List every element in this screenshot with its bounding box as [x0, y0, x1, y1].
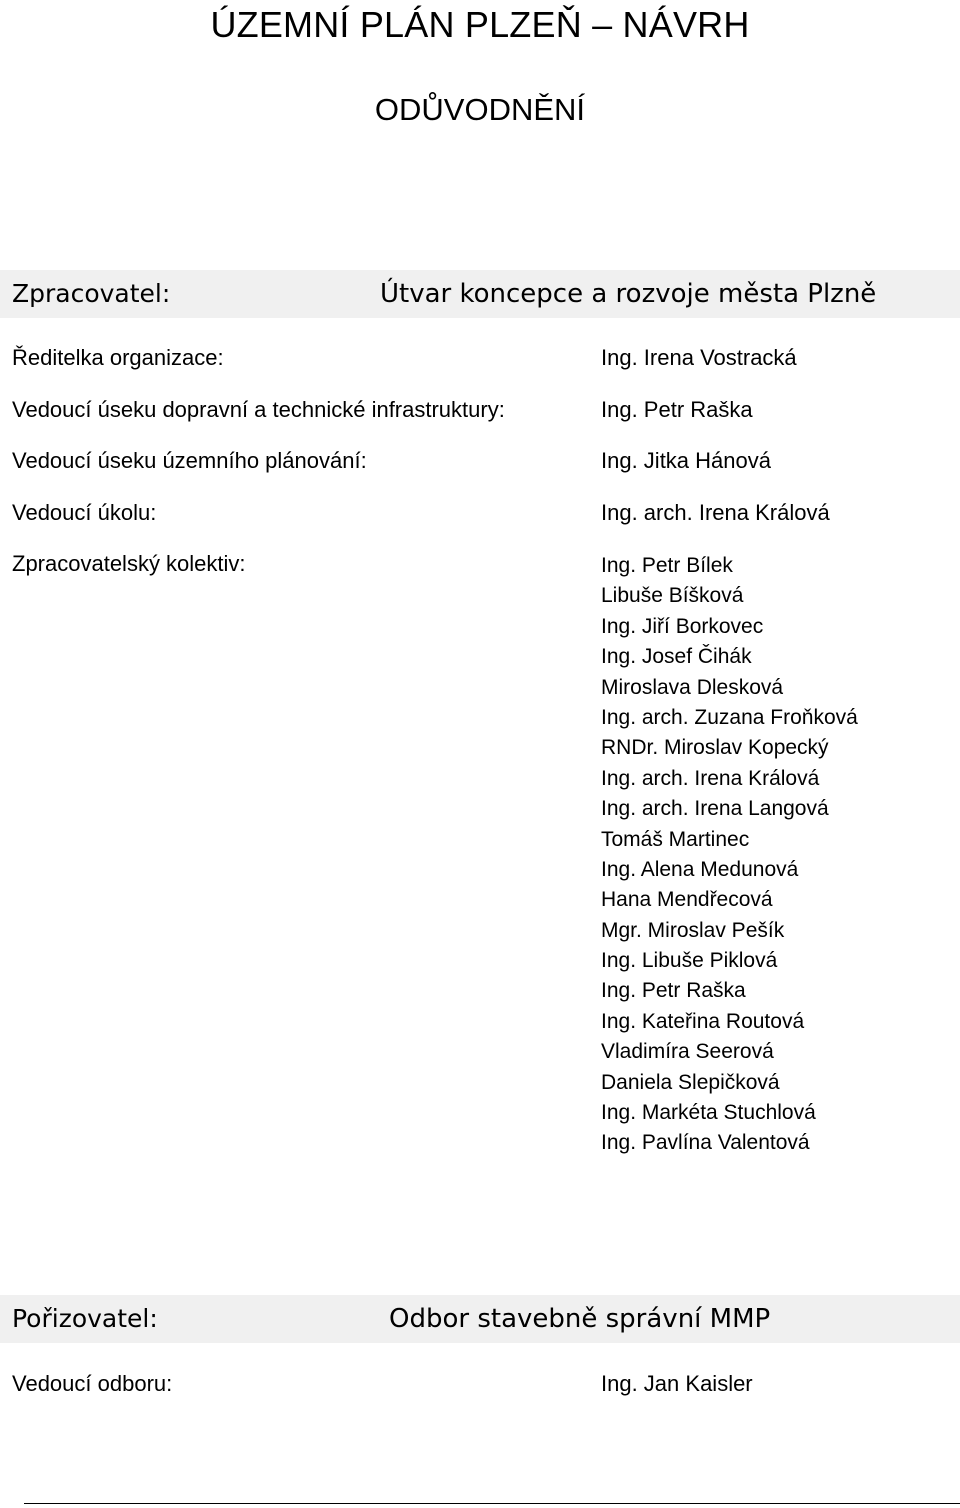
document-subtitle: ODŮVODNĚNÍ [374, 92, 586, 127]
kolektiv-member: Ing. Petr Raška [601, 979, 746, 1003]
kolektiv-member: Ing. Libuše Piklová [601, 949, 778, 973]
kolektiv-member: Libuše Bíšková [601, 584, 744, 608]
staff-role: Vedoucí úkolu: [12, 500, 157, 525]
kolektiv-member: Mgr. Miroslav Pešík [601, 918, 785, 942]
staff-role: Vedoucí úseku územního plánování: [12, 448, 367, 473]
porizovatel-value: Odbor stavebně správní MMP [389, 1304, 771, 1334]
staff-role: Ředitelka organizace: [12, 345, 224, 370]
kolektiv-member: Ing. arch. Zuzana Froňková [601, 705, 858, 729]
document-title: ÚZEMNÍ PLÁN PLZEŇ – NÁVRH [210, 4, 750, 45]
kolektiv-member: Ing. Jiří Borkovec [601, 614, 764, 638]
kolektiv-member: Ing. Alena Medunová [601, 857, 799, 881]
kolektiv-member: Ing. arch. Irena Langová [601, 797, 829, 821]
kolektiv-member: Tomáš Martinec [601, 827, 750, 851]
kolektiv-member: Ing. Markéta Stuchlová [601, 1101, 816, 1125]
kolektiv-member: Ing. Kateřina Routová [601, 1009, 805, 1033]
zpracovatel-label: Zpracovatel: [12, 279, 171, 308]
staff-name: Ing. Jitka Hánová [601, 448, 771, 473]
porizovatel-head-role: Vedoucí odboru: [12, 1371, 173, 1396]
zpracovatel-band [0, 270, 960, 318]
kolektiv-member: Hana Mendřecová [601, 888, 773, 912]
porizovatel-band [0, 1295, 960, 1343]
staff-name: Ing. arch. Irena Králová [601, 500, 830, 525]
porizovatel-label: Pořizovatel: [12, 1304, 158, 1333]
kolektiv-member: RNDr. Miroslav Kopecký [601, 736, 829, 760]
footer-divider [24, 1503, 960, 1504]
kolektiv-member: Vladimíra Seerová [601, 1040, 774, 1064]
kolektiv-member-list [601, 551, 858, 1159]
zpracovatel-value: Útvar koncepce a rozvoje města Plzně [380, 279, 877, 309]
kolektiv-member: Ing. arch. Irena Králová [601, 766, 820, 790]
staff-name: Ing. Irena Vostracká [601, 345, 797, 370]
staff-name: Ing. Petr Raška [601, 397, 753, 422]
kolektiv-member: Ing. Pavlína Valentová [601, 1131, 810, 1155]
kolektiv-member: Daniela Slepičková [601, 1070, 780, 1094]
kolektiv-member: Ing. Petr Bílek [601, 554, 733, 577]
kolektiv-member: Ing. Josef Čihák [601, 645, 752, 669]
staff-role: Vedoucí úseku dopravní a technické infrastruktury: [12, 397, 505, 422]
porizovatel-head-name: Ing. Jan Kaisler [601, 1371, 753, 1396]
kolektiv-member: Miroslava Dlesková [601, 675, 784, 699]
kolektiv-label: Zpracovatelský kolektiv: [12, 551, 246, 576]
